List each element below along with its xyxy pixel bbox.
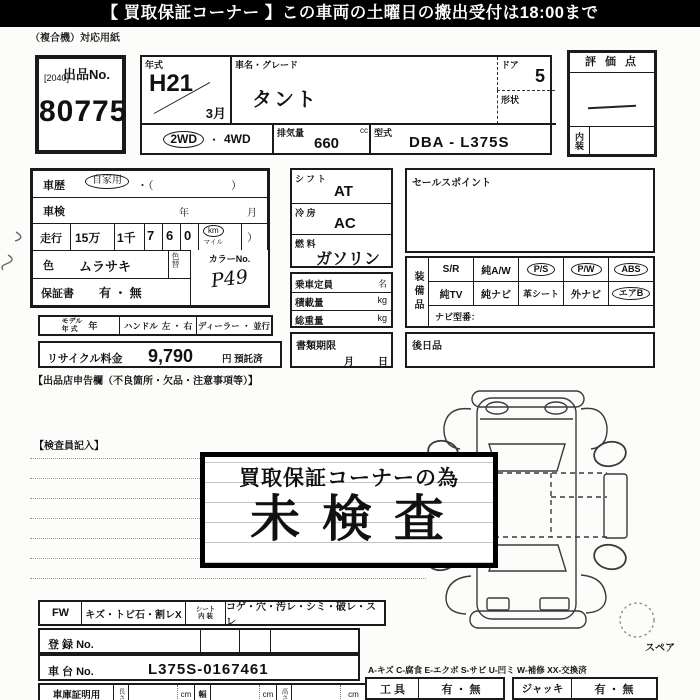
docs-label: 書類期限 <box>296 341 336 352</box>
lot-stamp: [2040] <box>44 73 70 83</box>
door-label: ドア <box>501 60 519 70</box>
uninspected-stamp <box>200 452 498 568</box>
name-cell <box>230 57 497 123</box>
grade-box <box>567 50 657 157</box>
cell-divider <box>198 223 199 250</box>
grade-title: 評 価 点 <box>570 53 654 73</box>
drive-2wd: 2WD <box>163 131 204 148</box>
month-value: 3月 <box>205 106 226 121</box>
fuel-value: ガソリン <box>316 251 381 268</box>
model-label-2: 年 式 <box>61 325 78 333</box>
spec-box <box>290 168 393 268</box>
capacity-unit: 名 <box>377 279 387 289</box>
equip-ext-navi: 外ナビ <box>563 282 608 305</box>
history-paren: ・（ <box>137 180 154 192</box>
grade-interior-row <box>570 126 654 154</box>
height-field <box>292 685 341 700</box>
docs-month: 月 <box>344 357 354 368</box>
recycle-amount: 9,790 <box>148 346 194 366</box>
equipment-row1 <box>429 258 653 282</box>
warranty-label: 保証書 <box>41 288 74 300</box>
cell-divider <box>239 630 240 652</box>
load-label: 積載量 <box>295 298 324 309</box>
gross-row <box>292 310 391 328</box>
handle-value: 左 ・ 右 <box>161 320 193 331</box>
model-year-cell <box>40 317 120 334</box>
width-label: 幅 <box>195 685 211 700</box>
equip-pw <box>563 258 608 281</box>
history-paren-close: ） <box>231 180 242 192</box>
capacity-row <box>292 274 391 292</box>
height-label: 高さ <box>277 685 292 700</box>
weight-box <box>290 272 393 328</box>
color-no-cell <box>190 250 268 305</box>
cell-divider <box>270 630 271 652</box>
cell-divider <box>162 223 163 250</box>
exhibit-number: 80775 <box>39 95 128 128</box>
equip-abs <box>608 258 653 281</box>
fuel-label: 燃 料 <box>295 239 316 249</box>
displacement-label: 排気量 <box>277 128 305 138</box>
equip-pw-circled: P/W <box>571 263 602 276</box>
history-value: 自家用 <box>85 174 129 189</box>
row-divider <box>33 223 267 224</box>
shape-cell <box>497 90 555 124</box>
stamp-line1: 買取保証コーナーの為 <box>239 467 459 490</box>
spare-label: スペア <box>645 643 675 654</box>
color-no-value: P49 <box>209 265 250 293</box>
fw-label: FW <box>40 602 82 624</box>
grade-mark <box>588 105 636 110</box>
km-unit: km <box>203 225 224 237</box>
inspection-year: 年 <box>179 208 189 219</box>
garage-label: 車庫証明用 <box>40 685 114 700</box>
model-code-label: 型式 <box>374 128 393 138</box>
vehicle-info-table <box>140 55 552 155</box>
seat-damage-value: コゲ・穴・汚レ・シミ・破レ・スレ <box>226 602 376 628</box>
seat-label-2: 内 装 <box>198 613 213 620</box>
model-code-cell <box>369 123 556 155</box>
interior-label: 内装 <box>570 127 590 154</box>
displacement-cell <box>272 123 371 155</box>
jack-row <box>512 677 658 700</box>
registration-row <box>38 628 360 654</box>
equip-ps <box>518 258 563 281</box>
shift-row <box>292 170 391 203</box>
gross-unit: kg <box>377 313 387 323</box>
mile-unit: マイル <box>203 239 224 246</box>
inspection-month: 月 <box>247 208 257 219</box>
chassis-value: L375S-0167461 <box>148 661 269 678</box>
ruled-line <box>30 578 426 579</box>
docs-day: 日 <box>378 357 388 368</box>
cell-divider <box>114 223 115 250</box>
model-label-1: モデル <box>61 317 83 325</box>
recycle-label: リサイクル料金 <box>47 353 123 365</box>
seat-interior-label <box>186 602 226 624</box>
exhibit-no-box <box>35 55 126 154</box>
color-label: 色 <box>43 260 54 272</box>
name-value: タント <box>252 89 318 111</box>
top-banner: 【 買取保証コーナー 】この車両の土曜日の搬出受付は18:00まで <box>0 0 700 27</box>
tool-row <box>365 677 505 700</box>
damage-legend: A-キズ C-腐食 E-エクボ S-サビ U-凹ミ W-補修 XX-交換済 <box>368 665 587 675</box>
shift-value: AT <box>334 183 353 200</box>
handle-cell <box>120 317 197 334</box>
registration-label: 登 録 No. <box>48 639 94 651</box>
model-row <box>38 315 273 336</box>
inspection-label: 車検 <box>43 206 65 218</box>
mileage-d1: 7 <box>147 228 155 243</box>
color-change-label: 色替 <box>171 252 180 268</box>
equipment-box <box>405 256 655 328</box>
seat-label-1: シート <box>195 605 216 613</box>
equip-tv: 純TV <box>439 290 463 301</box>
ac-row <box>292 203 391 234</box>
length-field <box>129 685 178 700</box>
jack-value: 有 ・ 無 <box>594 683 634 696</box>
tool-value: 有 ・ 無 <box>441 683 481 696</box>
equip-navi: 純ナビ <box>473 282 518 305</box>
handwritten-mark <box>2 255 12 270</box>
ac-label: 冷 房 <box>295 208 316 218</box>
model-year-suffix: 年 <box>88 321 98 331</box>
declaration-label: 【出品店申告欄（不良箇所・欠品・注意事項等）】 <box>33 376 258 387</box>
equipment-row2 <box>429 282 653 306</box>
navi-model-label: ナビ型番： <box>435 312 481 322</box>
sales-point-label: セールスポイント <box>412 178 492 189</box>
equip-airbag-circled: エアB <box>612 287 651 300</box>
shift-label: シフト <box>295 174 329 184</box>
cell-divider <box>144 223 145 250</box>
gross-label: 総重量 <box>295 316 324 327</box>
history-box <box>30 168 270 308</box>
cell-divider <box>200 630 201 652</box>
drive-4wd: 4WD <box>224 132 251 146</box>
mileage-man: 15万 <box>75 231 101 245</box>
jack-label: ジャッキ <box>514 679 572 698</box>
ac-value: AC <box>334 215 356 232</box>
name-label: 車名・グレード <box>235 60 299 70</box>
row-divider <box>33 278 190 279</box>
width-field <box>211 685 260 700</box>
year-value: H21 <box>149 70 194 97</box>
mileage-d2: 6 <box>166 228 174 243</box>
handle-label: ハンドル <box>123 320 158 331</box>
recycle-suffix: 円 預託済 <box>222 354 263 365</box>
year-label: 年式 <box>145 60 164 70</box>
mileage-sen: 1千 <box>117 231 136 245</box>
cell-divider <box>70 223 71 250</box>
chassis-label: 車 台 No. <box>48 666 94 678</box>
inspector-label: 【検査員記入】 <box>34 441 104 452</box>
cell-divider <box>241 223 242 250</box>
equip-abs-circled: ABS <box>614 263 647 276</box>
capacity-label: 乗車定員 <box>295 280 334 291</box>
color-no-label: カラーNo. <box>208 254 251 264</box>
paper-note: （複合機）対応用紙 <box>30 33 120 44</box>
equip-airbag <box>608 282 653 305</box>
shape-label: 形状 <box>501 95 520 105</box>
length-cm: cm <box>178 685 195 700</box>
damage-row <box>38 600 386 626</box>
door-cell <box>497 57 555 90</box>
displacement-unit: cc <box>360 126 368 135</box>
chassis-row <box>38 654 360 681</box>
mileage-d3: 0 <box>184 228 192 243</box>
navi-model-row <box>429 306 653 328</box>
equipment-label: 装備品 <box>407 258 429 326</box>
fuel-row <box>292 234 391 268</box>
model-code-value: DBA - L375S <box>409 134 510 151</box>
spare-tire-circle <box>620 603 654 637</box>
row-divider <box>33 197 267 198</box>
sales-point-box <box>405 168 655 253</box>
length-label: 長さ <box>114 685 129 700</box>
mileage-close: ） <box>247 232 258 244</box>
later-items-label: 後日品 <box>412 341 442 352</box>
later-items-box <box>405 332 655 368</box>
cell-divider <box>168 250 169 278</box>
dealer-cell: ディーラー ・ 並行 <box>197 320 271 331</box>
equip-leather: 革シート <box>518 282 563 305</box>
exhibit-no-label: 出品No. <box>63 67 110 82</box>
width-cm: cm <box>260 685 277 700</box>
year-cell <box>142 57 232 123</box>
load-row <box>292 292 391 310</box>
mileage-label: 走行 <box>40 233 62 245</box>
warranty-value: 有 ・ 無 <box>99 286 142 300</box>
equip-sr: S/R <box>442 264 460 275</box>
fw-value: キズ・トビ石・割レX <box>82 602 186 624</box>
drive-sep: ・ <box>207 132 220 147</box>
recycle-row <box>38 341 282 368</box>
color-value: ムラサキ <box>79 259 132 274</box>
tool-label: 工 具 <box>367 679 419 698</box>
equipment-grid <box>429 258 653 326</box>
stamp-line2: 未 検 査 <box>250 491 448 547</box>
mileage-unit <box>203 225 224 246</box>
history-label: 車歴 <box>43 180 65 192</box>
load-unit: kg <box>377 295 387 305</box>
height-cm: cm <box>348 689 359 699</box>
handwritten-mark <box>15 232 21 241</box>
door-value: 5 <box>534 66 545 86</box>
cell-divider <box>180 223 181 250</box>
displacement-value: 660 <box>314 135 340 152</box>
equip-aw: 純A/W <box>473 258 518 281</box>
drive-cell <box>142 123 272 153</box>
garage-row <box>38 683 368 700</box>
docs-box <box>290 332 393 368</box>
equip-ps-circled: P/S <box>527 263 556 276</box>
